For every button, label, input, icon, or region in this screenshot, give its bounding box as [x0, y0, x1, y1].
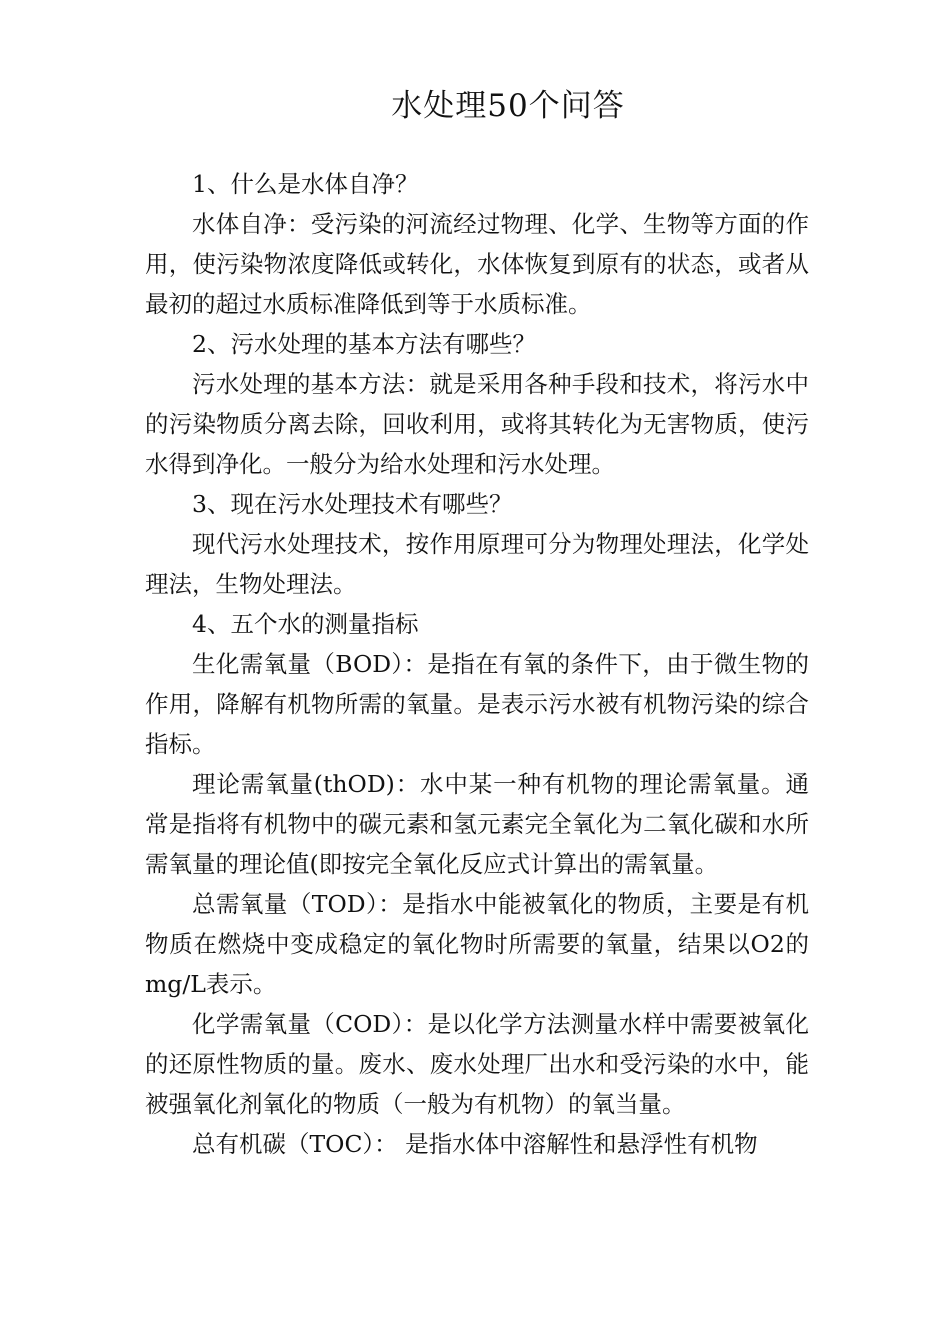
- answer-4-tod: 总需氧量（TOD）：是指水中能被氧化的物质，主要是有机物质在燃烧中变成稳定的氧化物时所需要的氧量，结果以O2的mg/L表示。: [145, 890, 809, 998]
- answer-3: 现代污水处理技术，按作用原理可分为物理处理法，化学处理法，生物处理法。: [145, 530, 809, 598]
- answer-4-bod: 生化需氧量（BOD）：是指在有氧的条件下，由于微生物的作用，降解有机物所需的氧量。是表示污水被有机物污染的综合指标。: [145, 650, 809, 758]
- answer-4-toc: 总有机碳（TOC）： 是指水体中溶解性和悬浮性有机物: [192, 1130, 758, 1158]
- question-4: 4、五个水的测量指标: [192, 610, 419, 638]
- answer-4-thod: 理论需氧量(thOD)：水中某一种有机物的理论需氧量。通常是指将有机物中的碳元素和氢元素完全氧化为二氧化碳和水所需氧量的理论值(即按完全氧化反应式计算出的需氧量。: [145, 770, 809, 878]
- question-1: 1、什么是水体自净？: [192, 170, 419, 198]
- answer-4-cod: 化学需氧量（COD）：是以化学方法测量水样中需要被氧化的还原性物质的量。废水、废水处理厂出水和受污染的水中，能被强氧化剂氧化的物质（一般为有机物）的氧当量。: [145, 1010, 809, 1118]
- question-3: 3、现在污水处理技术有哪些？: [192, 490, 513, 518]
- answer-1: 水体自净：受污染的河流经过物理、化学、生物等方面的作用，使污染物浓度降低或转化，水体恢复到原有的状态，或者从最初的超过水质标准降低到等于水质标准。: [145, 210, 809, 318]
- answer-2: 污水处理的基本方法：就是采用各种手段和技术，将污水中的污染物质分离去除，回收利用，或将其转化为无害物质，使污水得到净化。一般分为给水处理和污水处理。: [145, 370, 809, 478]
- document-title: 水处理50个问答: [391, 88, 625, 124]
- document-body: [145, 164, 809, 1164]
- question-2: 2、污水处理的基本方法有哪些？: [192, 330, 536, 358]
